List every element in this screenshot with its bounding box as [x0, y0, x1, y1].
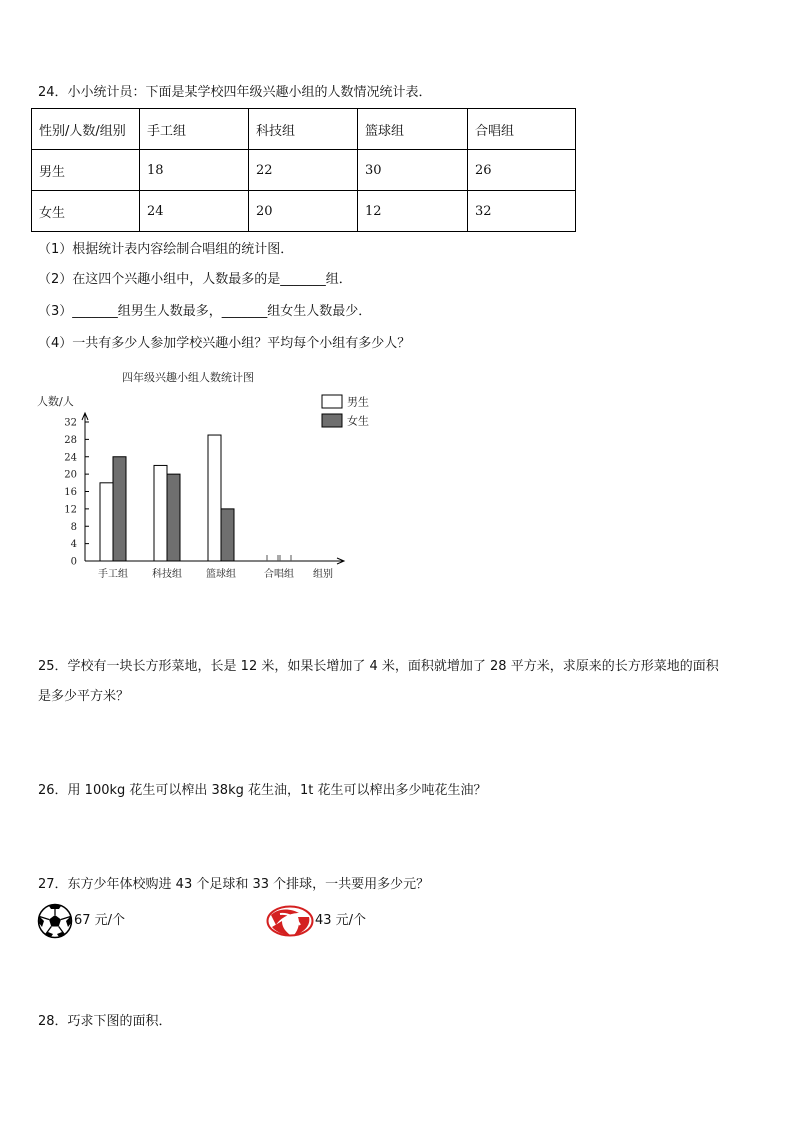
table-header-row — [32, 109, 576, 150]
table-cell: 科技组 — [249, 109, 358, 150]
y-tick-label: 32 — [64, 417, 77, 429]
bar-boys — [154, 465, 167, 561]
bar-boys — [208, 435, 221, 561]
table-cell: 30 — [358, 150, 468, 191]
bar-boys — [100, 483, 113, 561]
volleyball-price: 43 元/个 — [315, 913, 367, 928]
y-tick-label: 8 — [70, 521, 77, 533]
soccer-ball-icon — [37, 903, 73, 939]
y-tick-label: 16 — [64, 487, 77, 498]
bar-girls — [113, 457, 126, 561]
y-tick-label: 0 — [70, 556, 77, 568]
stats-table — [31, 108, 576, 232]
chart-plot — [64, 413, 344, 580]
q24-intro: 24．小小统计员：下面是某学校四年级兴趣小组的人数情况统计表． — [38, 85, 432, 100]
table-cell: 32 — [468, 191, 576, 232]
q27-text: 27．东方少年体校购进 43 个足球和 33 个排球，一共要用多少元？ — [38, 877, 430, 892]
x-tick-label: 科技组 — [152, 569, 182, 580]
x-tick-label: 手工组 — [98, 569, 128, 580]
table-cell: 26 — [468, 150, 576, 191]
table-cell: 性别/人数/组别 — [32, 109, 140, 150]
q26-text: 26．用 100kg 花生可以榨出 38kg 花生油，1t 花生可以榨出多少吨花生油？ — [38, 783, 487, 798]
chart-y-axis-label: 人数/人 — [37, 395, 74, 408]
q24-sub3: （3）_______组男生人数最多，_______组女生人数最少． — [38, 304, 372, 319]
football-price: 67 元/个 — [74, 913, 126, 928]
q24-sub2: （2）在这四个兴趣小组中，人数最多的是_______组． — [38, 272, 352, 287]
table-cell: 24 — [140, 191, 249, 232]
y-tick-label: 12 — [64, 504, 77, 516]
q25-text-line1: 25．学校有一块长方形菜地，长是 12 米，如果长增加了 4 米，面积就增加了 28 平方米，求原来的长方形菜地的面积 — [38, 659, 719, 674]
y-tick-label: 20 — [64, 469, 77, 481]
chart-title: 四年级兴趣小组人数统计图 — [122, 371, 254, 384]
table-cell: 篮球组 — [358, 109, 468, 150]
legend-swatch — [322, 414, 342, 427]
chart-legend — [322, 395, 369, 428]
table-cell: 男生 — [32, 150, 140, 191]
table-cell: 合唱组 — [468, 109, 576, 150]
chart-x-axis-label: 组别 — [313, 569, 333, 580]
bar-girls — [167, 474, 180, 561]
table-cell: 22 — [249, 150, 358, 191]
y-tick-label: 4 — [70, 539, 77, 551]
y-tick-label: 24 — [64, 452, 77, 464]
bar-chart — [30, 362, 390, 587]
volleyball-icon — [266, 905, 314, 937]
q24-sub4: （4）一共有多少人参加学校兴趣小组？平均每个小组有多少人？ — [38, 336, 411, 351]
q25-text-line2: 是多少平方米？ — [38, 689, 130, 704]
legend-label: 男生 — [347, 395, 369, 409]
table-cell: 女生 — [32, 191, 140, 232]
table-row-girls — [32, 191, 576, 232]
bar-girls — [221, 509, 234, 561]
x-tick-label: 篮球组 — [206, 569, 236, 580]
legend-label: 女生 — [347, 414, 369, 428]
table-cell: 手工组 — [140, 109, 249, 150]
q24-sub1: （1）根据统计表内容绘制合唱组的统计图． — [38, 242, 294, 257]
q28-text: 28．巧求下图的面积． — [38, 1014, 172, 1029]
table-cell: 18 — [140, 150, 249, 191]
table-cell: 12 — [358, 191, 468, 232]
table-row-boys — [32, 150, 576, 191]
legend-swatch — [322, 395, 342, 408]
x-tick-label: 合唱组 — [264, 569, 294, 580]
table-cell: 20 — [249, 191, 358, 232]
y-tick-label: 28 — [64, 434, 77, 446]
